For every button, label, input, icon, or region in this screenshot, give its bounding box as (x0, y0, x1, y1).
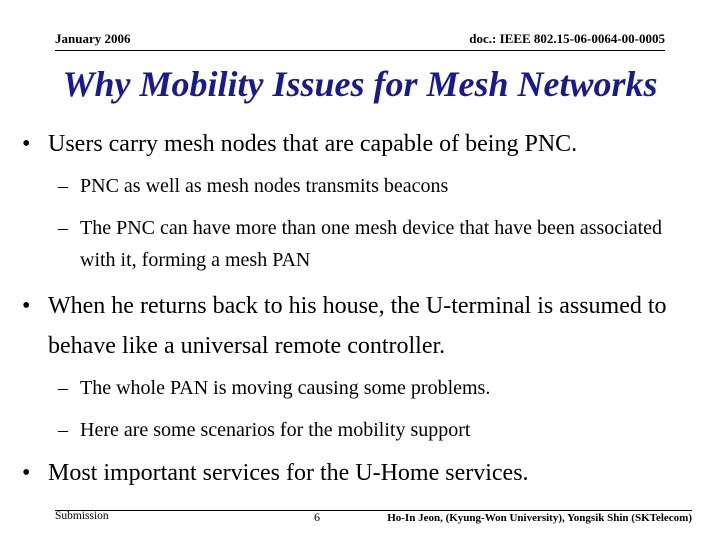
sub-bullet-marker: – (58, 217, 68, 239)
bullet-text: Users carry mesh nodes that are capable of being PNC. (48, 131, 578, 157)
bullet-text: When he returns back to his house, the U-terminal is assumed to behave like a universal remote controller. (48, 293, 667, 359)
sub-bullet-marker: – (58, 419, 68, 441)
sub-bullet-marker: – (58, 175, 68, 197)
bullet-marker: • (22, 131, 31, 157)
bullet-text: Most important services for the U-Home services. (48, 460, 529, 486)
bullet-marker: • (22, 460, 31, 486)
sub-bullet-text: The PNC can have more than one mesh device that have been associated with it, forming a mesh PAN (80, 217, 663, 271)
footer-page-number: 6 (314, 510, 320, 524)
sub-bullet-text: The whole PAN is moving causing some problems. (80, 377, 491, 399)
sub-bullet-1-1 (58, 170, 690, 202)
sub-bullet-text: PNC as well as mesh nodes transmits beacons (80, 175, 449, 197)
bullet-1 (22, 124, 690, 164)
bullet-2 (22, 286, 690, 366)
footer-divider (55, 510, 692, 511)
bullet-marker: • (22, 293, 31, 319)
sub-bullet-text: Here are some scenarios for the mobility support (80, 419, 471, 441)
sub-bullet-2-2 (58, 414, 690, 446)
sub-bullet-2-1 (58, 372, 690, 404)
header-date: January 2006 (55, 31, 131, 46)
header-doc-id: doc.: IEEE 802.15-06-0064-00-0005 (469, 31, 665, 46)
footer-submission: Submission (55, 510, 109, 522)
slide-title: Why Mobility Issues for Mesh Networks (62, 64, 658, 104)
sub-bullet-1-2 (58, 212, 690, 276)
footer-authors: Ho-In Jeon, (Kyung-Won University), Yongsik Shin (SKTelecom) (387, 512, 692, 524)
bullet-3 (22, 453, 690, 493)
sub-bullet-marker: – (58, 377, 68, 399)
header-divider (55, 50, 665, 51)
